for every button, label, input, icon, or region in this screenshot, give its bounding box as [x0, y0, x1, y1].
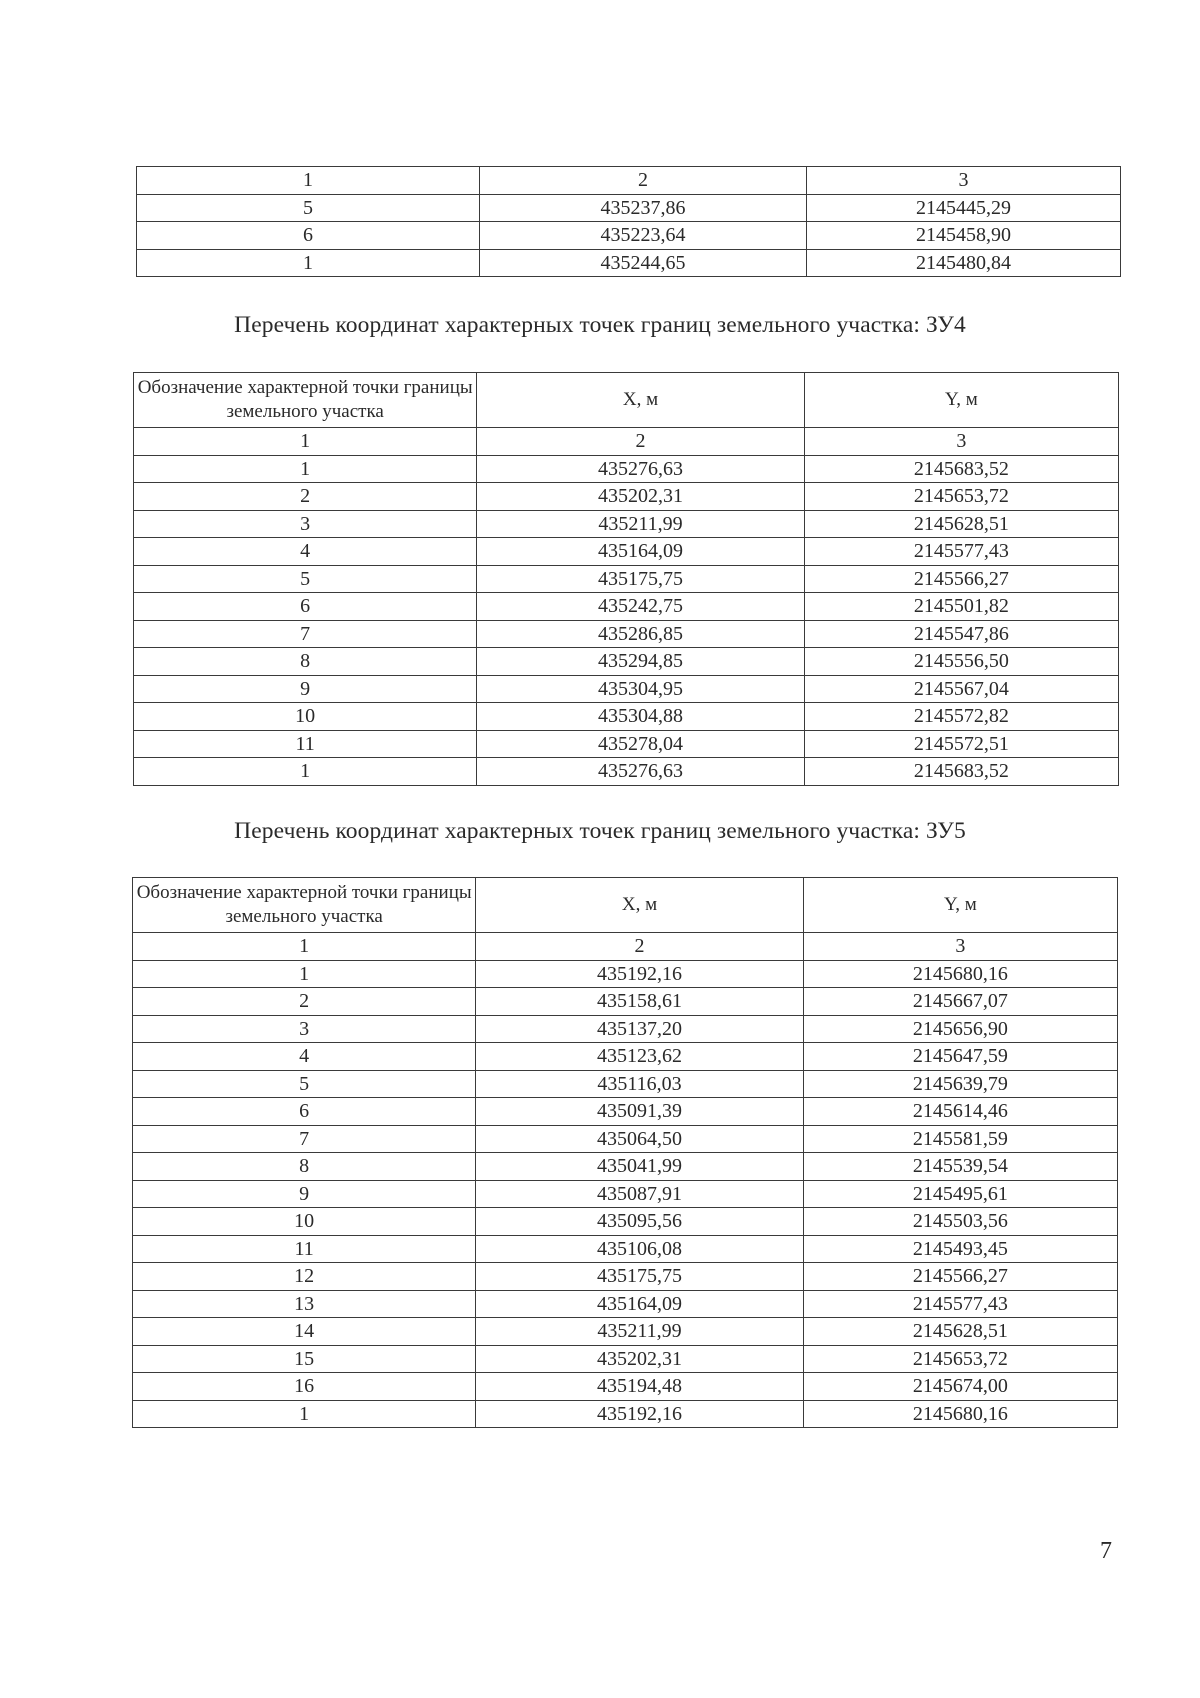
point-number-cell: 8 [134, 648, 477, 676]
table-row [133, 1125, 1118, 1153]
column-number: 2 [480, 167, 807, 195]
table-row [133, 988, 1118, 1016]
point-number-cell: 11 [134, 730, 477, 758]
y-coordinate-cell: 2145653,72 [804, 483, 1118, 511]
x-coordinate-cell: 435087,91 [476, 1180, 803, 1208]
table-row [133, 1180, 1118, 1208]
point-number-cell: 3 [134, 510, 477, 538]
x-coordinate-cell: 435237,86 [480, 194, 807, 222]
table-body [133, 960, 1118, 1428]
x-coordinate-cell: 435223,64 [480, 222, 807, 250]
point-number-cell: 5 [134, 565, 477, 593]
point-number-cell: 4 [133, 1043, 476, 1071]
y-coordinate-cell: 2145639,79 [803, 1070, 1117, 1098]
table-row [134, 483, 1119, 511]
point-number-cell: 10 [134, 703, 477, 731]
x-coordinate-cell: 435192,16 [476, 1400, 803, 1428]
y-coordinate-cell: 2145547,86 [804, 620, 1118, 648]
table-row [137, 194, 1121, 222]
x-coordinate-cell: 435194,48 [476, 1373, 803, 1401]
y-coordinate-cell: 2145503,56 [803, 1208, 1117, 1236]
x-coordinate-cell: 435211,99 [477, 510, 804, 538]
x-coordinate-cell: 435123,62 [476, 1043, 803, 1071]
table-row [133, 1043, 1118, 1071]
point-number-cell: 8 [133, 1153, 476, 1181]
x-coordinate-cell: 435244,65 [480, 249, 807, 277]
header-y: Y, м [804, 373, 1118, 428]
x-coordinate-cell: 435294,85 [477, 648, 804, 676]
header-x: X, м [477, 373, 804, 428]
point-number-cell: 15 [133, 1345, 476, 1373]
table-row [133, 1208, 1118, 1236]
table-row [134, 648, 1119, 676]
column-number: 2 [477, 428, 804, 456]
header-row [134, 373, 1119, 428]
point-number-cell: 3 [133, 1015, 476, 1043]
column-number: 1 [134, 428, 477, 456]
header-y: Y, м [803, 878, 1117, 933]
point-number-cell: 12 [133, 1263, 476, 1291]
x-coordinate-cell: 435116,03 [476, 1070, 803, 1098]
x-coordinate-cell: 435192,16 [476, 960, 803, 988]
table-row [133, 1098, 1118, 1126]
header-row [133, 878, 1118, 933]
point-number-cell: 13 [133, 1290, 476, 1318]
table-row [134, 510, 1119, 538]
y-coordinate-cell: 2145674,00 [803, 1373, 1117, 1401]
table-row [133, 960, 1118, 988]
point-number-cell: 6 [133, 1098, 476, 1126]
point-number-cell: 5 [133, 1070, 476, 1098]
point-number-cell: 7 [133, 1125, 476, 1153]
table-row [133, 1400, 1118, 1428]
table-row [134, 758, 1119, 786]
x-coordinate-cell: 435175,75 [477, 565, 804, 593]
column-number-row [137, 167, 1121, 195]
y-coordinate-cell: 2145495,61 [803, 1180, 1117, 1208]
y-coordinate-cell: 2145572,51 [804, 730, 1118, 758]
y-coordinate-cell: 2145556,50 [804, 648, 1118, 676]
point-number-cell: 16 [133, 1373, 476, 1401]
table-row [133, 1153, 1118, 1181]
section-heading-zu5: Перечень координат характерных точек границ земельного участка: ЗУ5 [234, 818, 966, 844]
table-row [133, 1373, 1118, 1401]
table-row [133, 1318, 1118, 1346]
y-coordinate-cell: 2145445,29 [807, 194, 1121, 222]
x-coordinate-cell: 435064,50 [476, 1125, 803, 1153]
x-coordinate-cell: 435286,85 [477, 620, 804, 648]
table-row [133, 1345, 1118, 1373]
point-number-cell: 6 [134, 593, 477, 621]
y-coordinate-cell: 2145566,27 [804, 565, 1118, 593]
column-number: 3 [807, 167, 1121, 195]
x-coordinate-cell: 435304,88 [477, 703, 804, 731]
y-coordinate-cell: 2145683,52 [804, 758, 1118, 786]
x-coordinate-cell: 435242,75 [477, 593, 804, 621]
y-coordinate-cell: 2145656,90 [803, 1015, 1117, 1043]
y-coordinate-cell: 2145458,90 [807, 222, 1121, 250]
table-row [133, 1290, 1118, 1318]
point-number-cell: 1 [133, 960, 476, 988]
page-number: 7 [1100, 1538, 1112, 1564]
table-row [133, 1263, 1118, 1291]
table-row [134, 538, 1119, 566]
point-number-cell: 1 [134, 455, 477, 483]
x-coordinate-cell: 435041,99 [476, 1153, 803, 1181]
x-coordinate-cell: 435276,63 [477, 758, 804, 786]
point-number-cell: 11 [133, 1235, 476, 1263]
point-number-cell: 4 [134, 538, 477, 566]
x-coordinate-cell: 435106,08 [476, 1235, 803, 1263]
header-x: X, м [476, 878, 803, 933]
x-coordinate-cell: 435304,95 [477, 675, 804, 703]
y-coordinate-cell: 2145680,16 [803, 960, 1117, 988]
y-coordinate-cell: 2145680,16 [803, 1400, 1117, 1428]
table-body [137, 194, 1121, 277]
section-heading-zu4: Перечень координат характерных точек границ земельного участка: ЗУ4 [234, 312, 966, 338]
point-number-cell: 1 [133, 1400, 476, 1428]
column-number-row [134, 428, 1119, 456]
x-coordinate-cell: 435276,63 [477, 455, 804, 483]
table-row [134, 675, 1119, 703]
point-number-cell: 14 [133, 1318, 476, 1346]
column-number: 2 [476, 933, 803, 961]
y-coordinate-cell: 2145567,04 [804, 675, 1118, 703]
point-number-cell: 9 [133, 1180, 476, 1208]
y-coordinate-cell: 2145566,27 [803, 1263, 1117, 1291]
table-row [134, 730, 1119, 758]
x-coordinate-cell: 435164,09 [476, 1290, 803, 1318]
table-row [137, 249, 1121, 277]
y-coordinate-cell: 2145539,54 [803, 1153, 1117, 1181]
y-coordinate-cell: 2145667,07 [803, 988, 1117, 1016]
table-row [134, 565, 1119, 593]
table-row [134, 593, 1119, 621]
x-coordinate-cell: 435164,09 [477, 538, 804, 566]
y-coordinate-cell: 2145614,46 [803, 1098, 1117, 1126]
table-row [133, 1015, 1118, 1043]
x-coordinate-cell: 435175,75 [476, 1263, 803, 1291]
y-coordinate-cell: 2145572,82 [804, 703, 1118, 731]
point-number-cell: 9 [134, 675, 477, 703]
y-coordinate-cell: 2145628,51 [803, 1318, 1117, 1346]
x-coordinate-cell: 435137,20 [476, 1015, 803, 1043]
point-number-cell: 5 [137, 194, 480, 222]
x-coordinate-cell: 435158,61 [476, 988, 803, 1016]
table-row [133, 1070, 1118, 1098]
point-number-cell: 2 [134, 483, 477, 511]
y-coordinate-cell: 2145577,43 [804, 538, 1118, 566]
table-row [134, 455, 1119, 483]
column-number-row [133, 933, 1118, 961]
y-coordinate-cell: 2145647,59 [803, 1043, 1117, 1071]
coordinates-table-zu4 [133, 372, 1119, 786]
x-coordinate-cell: 435095,56 [476, 1208, 803, 1236]
x-coordinate-cell: 435211,99 [476, 1318, 803, 1346]
x-coordinate-cell: 435091,39 [476, 1098, 803, 1126]
coordinates-table-continuation [136, 166, 1121, 277]
column-number: 1 [137, 167, 480, 195]
y-coordinate-cell: 2145683,52 [804, 455, 1118, 483]
table-row [133, 1235, 1118, 1263]
x-coordinate-cell: 435278,04 [477, 730, 804, 758]
point-number-cell: 7 [134, 620, 477, 648]
y-coordinate-cell: 2145501,82 [804, 593, 1118, 621]
table-body [134, 455, 1119, 785]
table-row [134, 620, 1119, 648]
table-row [137, 222, 1121, 250]
x-coordinate-cell: 435202,31 [476, 1345, 803, 1373]
y-coordinate-cell: 2145628,51 [804, 510, 1118, 538]
y-coordinate-cell: 2145653,72 [803, 1345, 1117, 1373]
point-number-cell: 6 [137, 222, 480, 250]
y-coordinate-cell: 2145581,59 [803, 1125, 1117, 1153]
column-number: 3 [804, 428, 1118, 456]
header-point-designation: Обозначение характерной точки границы земельного участка [133, 878, 476, 933]
table-row [134, 703, 1119, 731]
point-number-cell: 1 [134, 758, 477, 786]
column-number: 3 [803, 933, 1117, 961]
column-number: 1 [133, 933, 476, 961]
y-coordinate-cell: 2145480,84 [807, 249, 1121, 277]
coordinates-table-zu5 [132, 877, 1118, 1428]
point-number-cell: 10 [133, 1208, 476, 1236]
point-number-cell: 2 [133, 988, 476, 1016]
point-number-cell: 1 [137, 249, 480, 277]
header-point-designation: Обозначение характерной точки границы земельного участка [134, 373, 477, 428]
y-coordinate-cell: 2145577,43 [803, 1290, 1117, 1318]
x-coordinate-cell: 435202,31 [477, 483, 804, 511]
y-coordinate-cell: 2145493,45 [803, 1235, 1117, 1263]
